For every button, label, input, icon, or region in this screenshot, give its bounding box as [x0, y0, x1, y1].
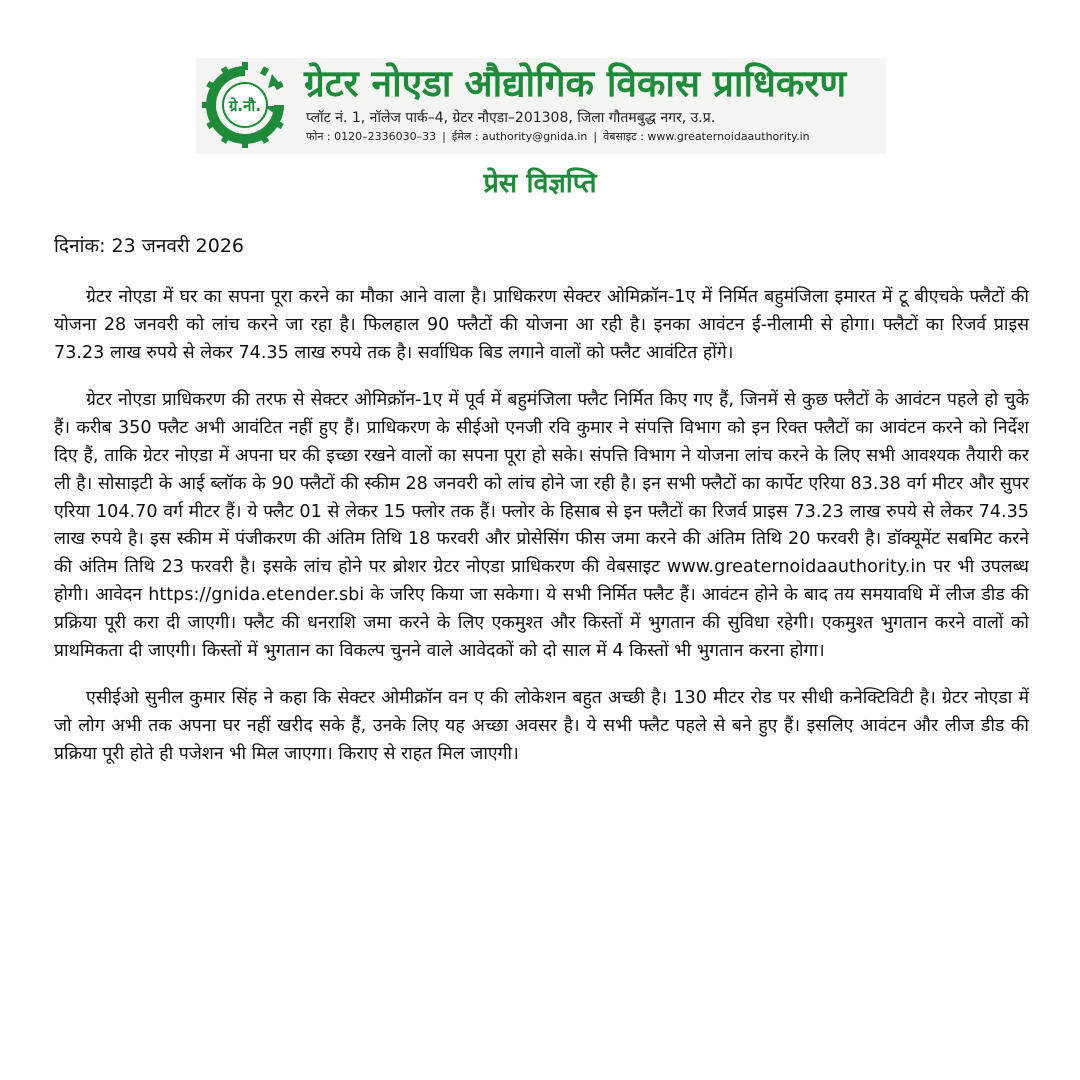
paragraph: ग्रेटर नोएडा प्राधिकरण की तरफ से सेक्टर ओमिक्रॉन-1ए में पूर्व में बहुमंजिला फ्लैट निर्मित किए गए हैं, जिनमें से कुछ फ्लैटों के आवंटन पहले हो चुके हैं। करीब 350 फ्लैट अभी आवंटित नहीं हुए हैं। प्राधिकरण के सीईओ एनजी रवि कुमार ने संपत्ति विभाग को इन रिक्त फ्लैटों का आवंटन करने को निर्देश दिए हैं, ताकि ग्रेटर नोएडा में अपना घर की इच्छा रखने वालों का सपना पूरा हो सके। संपत्ति विभाग ने योजना लांच करने के लिए सभी आवश्यक तैयारी कर ली है। सोसाइटी के आई ब्लॉक के 90 फ्लैटों की स्कीम 28 जनवरी को लांच होने जा रही है। इन सभी फ्लैटों का कार्पेट एरिया 83.38 वर्ग मीटर और सुपर एरिया 104.70 वर्ग मीटर हैं। ये फ्लैट 01 से लेकर 15 फ्लोर तक हैं। फ्लोर के हिसाब से इन फ्लैटों का रिजर्व प्राइस 73.23 लाख रुपये से लेकर 74.35 लाख रुपये है। इस स्कीम में पंजीकरण की अंतिम तिथि 18 फरवरी और प्रोसेसिंग फीस जमा करने की अंतिम तिथि 20 फरवरी है। डॉक्यूमेंट सबमिट करने की अंतिम तिथि 23 फरवरी है। इसके लांच होने पर ब्रोशर ग्रेटर नोएडा प्राधिकरण की वेबसाइट www.greaternoidaauthority.in पर भी उपलब्ध होगी। आवेदन https://gnida.etender.sbi के जरिए किया जा सकेगा। ये सभी निर्मित फ्लैट हैं। आवंटन होने के बाद तय समयावधि में लीज डीड की प्रक्रिया पूरी करा दी जाएगी। फ्लैट की धनराशि जमा करने के लिए एकमुश्त और किस्तों में भुगतान की सुविधा रहेगी। एकमुश्त भुगतान करने वालों को प्राथमिकता दी जाएगी। किस्तों में भुगतान का विकल्प चुनने वाले आवेदकों को दो साल में 4 किस्तों भी भुगतान करना होगा। [54, 390, 1029, 661]
website-address: वेबसाइट : www.greaternoidaauthority.in [603, 130, 810, 143]
organization-name: ग्रेटर नोएडा औद्योगिक विकास प्राधिकरण [304, 62, 847, 105]
release-date: दिनांक: 23 जनवरी 2026 [54, 235, 245, 257]
organization-address: प्लॉट नं. 1, नॉलेज पार्क–4, ग्रेटर नौएडा–201308, जिला गौतमबुद्ध नगर, उ.प्र. [306, 110, 716, 126]
separator: | [593, 130, 598, 143]
authority-logo-icon [202, 62, 288, 148]
phone-number: फोन : 0120–2336030–33 [306, 130, 437, 143]
contact-line [306, 128, 810, 146]
email-address: ईमेल : authority@gnida.in [451, 130, 588, 143]
separator: | [442, 130, 446, 143]
letterhead [196, 58, 886, 154]
logo-text: ग्रे.नौ. [228, 97, 262, 115]
paragraph: एसीईओ सुनील कुमार सिंह ने कहा कि सेक्टर ओमीक्रॉन वन ए की लोकेशन बहुत अच्छी है। 130 मीटर रोड पर सीधी कनेक्टिविटी है। ग्रेटर नोएडा में जो लोग अभी तक अपना घर नहीं खरीद सके हैं, उनके लिए यह अच्छा अवसर है। ये सभी फ्लैट पहले से बने हुए हैं। इसलिए आवंटन और लीज डीड की प्रक्रिया पूरी होते ही पजेशन भी मिल जाएगा। किराए से राहत मिल जाएगी। [54, 688, 1029, 764]
press-release-heading: प्रेस विज्ञप्ति [483, 168, 597, 199]
press-release-body [54, 284, 1029, 789]
paragraph: ग्रेटर नोएडा में घर का सपना पूरा करने का मौका आने वाला है। प्राधिकरण सेक्टर ओमिक्रॉन-1ए में निर्मित बहुमंजिला इमारत में टू बीएचके फ्लैटों की योजना 28 जनवरी को लांच करने जा रहा है। फिलहाल 90 फ्लैटों की योजना आ रही है। इनका आवंटन ई-नीलामी से होगा। फ्लैटों का रिजर्व प्राइस 73.23 लाख रुपये से लेकर 74.35 लाख रुपये तक है। सर्वाधिक बिड लगाने वालों को फ्लैट आवंटित होंगे। [54, 287, 1029, 363]
